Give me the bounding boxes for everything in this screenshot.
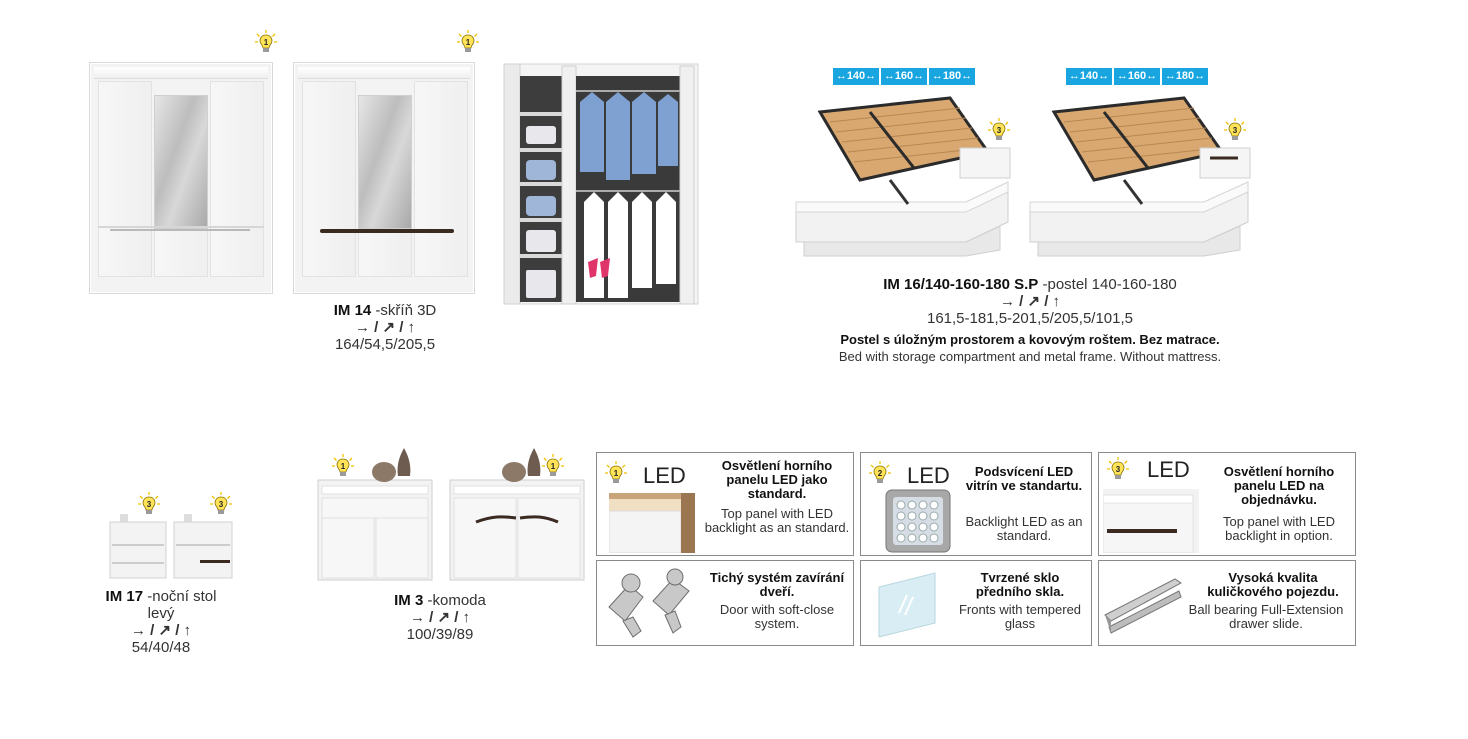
wardrobe-open-image: [500, 62, 700, 308]
light-bulb-icon: [138, 492, 160, 518]
dimension-arrows: → / ↗ / ↑: [999, 293, 1061, 310]
feature-subtitle: Top panel with LED backlight in option.: [1222, 514, 1335, 543]
bed-lifted-image: [790, 92, 1014, 262]
bed-description-cz: Postel s úložným prostorem a kovovým roštem. Bez matrace.: [840, 332, 1220, 347]
bed-description-en: Bed with storage compartment and metal frame. Without mattress.: [838, 349, 1222, 364]
light-bulb-icon: [1107, 457, 1129, 483]
bed-width-tag-160: ↔160↔: [1114, 68, 1160, 85]
dresser-name: -komoda: [423, 592, 486, 609]
feature-box-led-top-panel: [596, 452, 854, 556]
svg-text:3: 3: [1115, 465, 1121, 474]
light-bulb-icon: [605, 461, 627, 487]
svg-text:3: 3: [996, 126, 1002, 135]
nightstand-image: [104, 510, 238, 582]
drawer-slide-icon: [1103, 571, 1183, 635]
feature-box-led-showcase: [860, 452, 1092, 556]
led-panel-option-photo: [1103, 489, 1199, 553]
light-bulb-icon: [988, 118, 1010, 144]
svg-text:1: 1: [263, 38, 269, 47]
bed-width-tag-180: ↔180↔: [929, 68, 975, 85]
wardrobe-caption: [300, 302, 470, 353]
wardrobe-handle-image: [293, 62, 475, 294]
nightstand-dimensions: 54/40/48: [131, 639, 191, 656]
feature-box-drawer-slide: [1098, 560, 1356, 646]
nightstand-caption: [86, 588, 236, 656]
dimension-arrows: → / ↗ / ↑: [409, 609, 471, 626]
bed-name: -postel 140-160-180: [1038, 276, 1177, 293]
dresser-code: IM 3: [394, 592, 424, 609]
wardrobe-name: -skříň 3D: [371, 302, 437, 319]
svg-text:1: 1: [613, 469, 619, 478]
svg-text:1: 1: [465, 38, 471, 47]
nightstand-name: -noční stol: [143, 588, 217, 605]
light-bulb-icon: [210, 492, 232, 518]
bed-width-tag-180: ↔180↔: [1162, 68, 1208, 85]
feature-box-tempered-glass: [860, 560, 1092, 646]
dimension-arrows: → / ↗ / ↑: [130, 622, 192, 639]
led-panel-photo: [609, 493, 695, 553]
dimension-arrows: → / ↗ / ↑: [354, 319, 416, 336]
feature-subtitle: Fronts with tempered glass: [958, 602, 1082, 631]
feature-title: Osvětlení horního panelu LED na objednávku.: [1223, 464, 1335, 507]
svg-text:2: 2: [877, 469, 883, 478]
feature-subtitle: Backlight LED as an standard.: [965, 514, 1083, 543]
led-module-photo: [885, 489, 951, 553]
led-label: LED: [1147, 457, 1190, 482]
hinge-icon: [603, 567, 699, 641]
light-bulb-icon: [255, 30, 277, 56]
feature-subtitle: Ball bearing Full-Extension drawer slide.: [1188, 602, 1344, 631]
bed-width-tag-140: ↔140↔: [1066, 68, 1112, 85]
bed-code: IM 16/140-160-180 S.P: [883, 276, 1039, 293]
bed-width-tag-140: ↔140↔: [833, 68, 879, 85]
wardrobe-dimensions: 164/54,5/205,5: [334, 336, 436, 353]
feature-title: Tvrzené sklo předního skla.: [975, 570, 1065, 599]
wardrobe-closed-image: [89, 62, 273, 294]
wardrobe-code: IM 14: [333, 302, 372, 319]
dresser-caption: [370, 592, 510, 643]
light-bulb-icon: [1224, 118, 1246, 144]
svg-text:3: 3: [146, 500, 152, 509]
glass-pane-icon: [875, 569, 939, 639]
feature-box-led-option: [1098, 452, 1356, 556]
dresser-dimensions: 100/39/89: [406, 626, 474, 643]
light-bulb-icon: [542, 454, 564, 480]
feature-title: Vysoká kvalita kuličkového pojezdu.: [1207, 570, 1339, 599]
bed-caption: [780, 276, 1280, 365]
bed-lifted-handle-image: [1024, 92, 1254, 262]
svg-text:3: 3: [218, 500, 224, 509]
feature-title: Tichý systém zavírání dveří.: [709, 570, 845, 599]
bed-dimensions: 161,5-181,5-201,5/205,5/101,5: [926, 310, 1133, 327]
svg-text:3: 3: [1232, 126, 1238, 135]
bed-width-tag-160: ↔160↔: [881, 68, 927, 85]
nightstand-name-side: levý: [147, 605, 175, 622]
feature-title: Osvětlení horního panelu LED jako standard.: [721, 458, 833, 501]
svg-text:1: 1: [340, 462, 346, 471]
nightstand-code: IM 17: [105, 588, 144, 605]
led-label: LED: [643, 463, 686, 488]
svg-text:1: 1: [550, 462, 556, 471]
light-bulb-icon: [457, 30, 479, 56]
light-bulb-icon: [332, 454, 354, 480]
light-bulb-icon: [869, 461, 891, 487]
feature-subtitle: Top panel with LED backlight as an standard.: [704, 506, 850, 535]
feature-box-soft-close: [596, 560, 854, 646]
feature-title: Podsvícení LED vitrín ve standartu.: [965, 464, 1083, 493]
led-label: LED: [907, 463, 950, 488]
feature-subtitle: Door with soft-close system.: [719, 602, 835, 631]
